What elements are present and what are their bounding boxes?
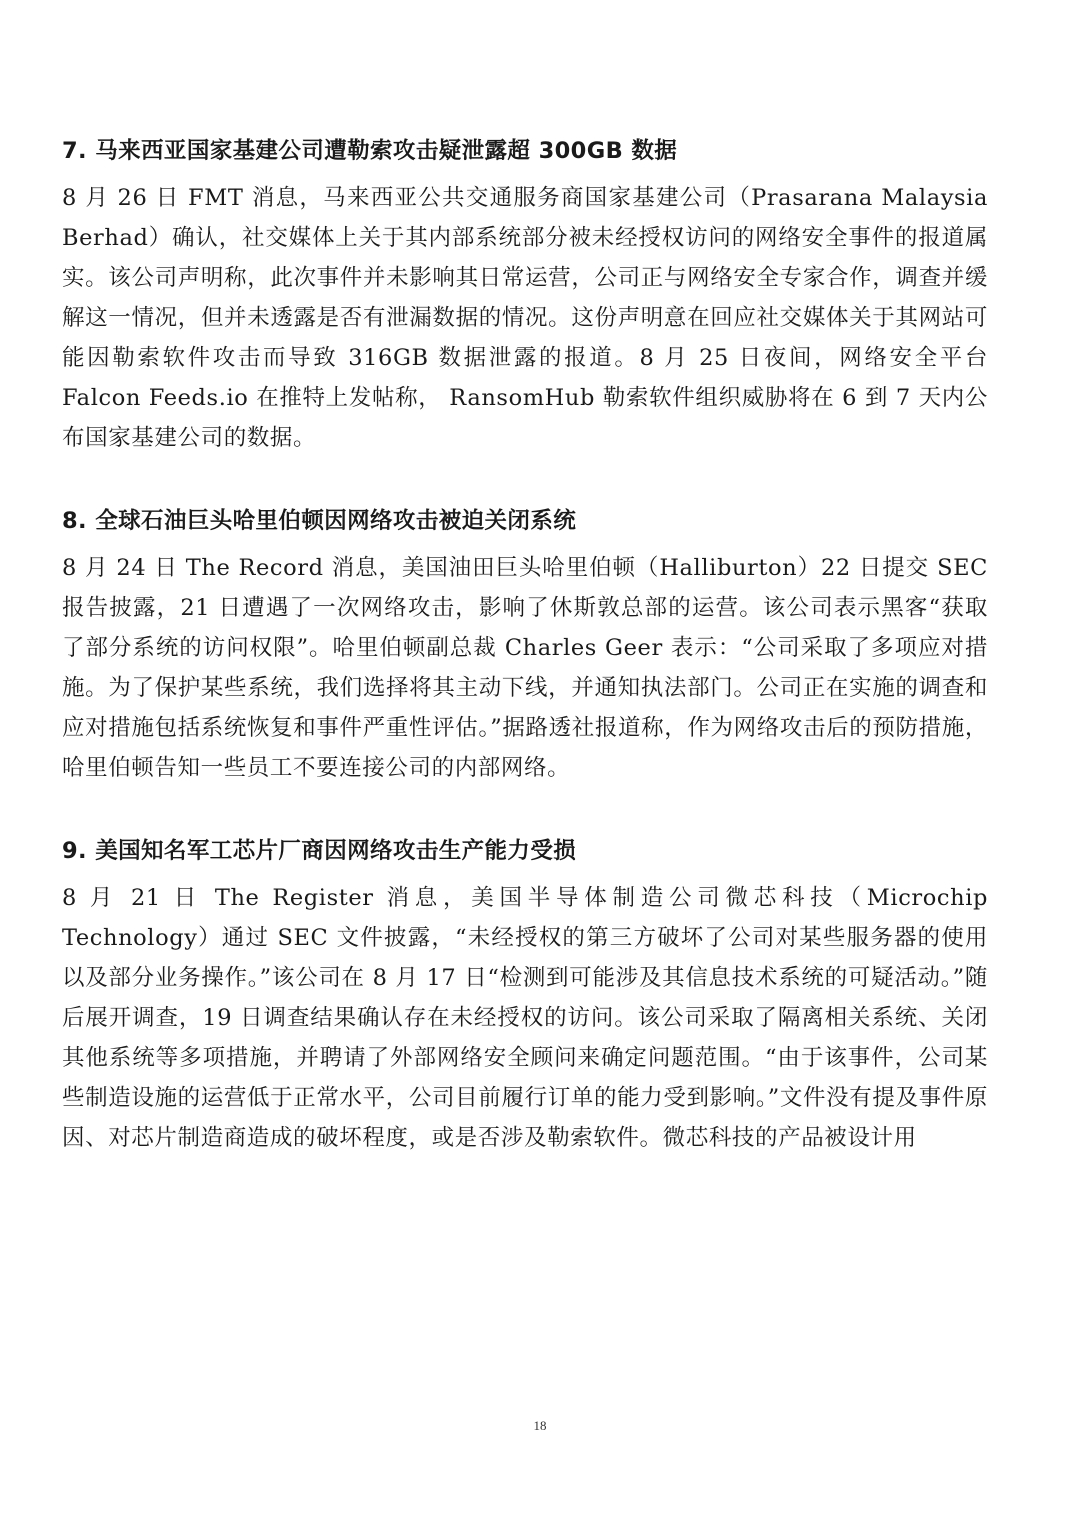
page-number: 18 xyxy=(533,1418,547,1433)
news-item-7 xyxy=(62,128,988,458)
news-item-9 xyxy=(62,828,988,1158)
news-item-body: 8 月 21 日 The Register 消息，美国半导体制造公司微芯科技（Microchip Technology）通过 SEC 文件披露，“未经授权的第三方破坏了公司对某些服务器的使用以及部分业务操作。”该公司在 8 月 17 日“检测到可能涉及其信息技术系统的可疑活动。”随后展开调查，19 日调查结果确认存在未经授权的访问。该公司采取了隔离相关系统、关闭其他系统等多项措施，并聘请了外部网络安全顾问来确定问题范围。“由于该事件，公司某些制造设施的运营低于正常水平，公司目前履行订单的能力受到影响。”文件没有提及事件原因、对芯片制造商造成的破坏程度，或是否涉及勒索软件。微芯科技的产品被设计用 xyxy=(62,885,988,1151)
news-item-body: 8 月 24 日 The Record 消息，美国油田巨头哈里伯顿（Halliburton）22 日提交 SEC 报告披露，21 日遭遇了一次网络攻击，影响了休斯敦总部的运营。该公司表示黑客“获取了部分系统的访问权限”。哈里伯顿副总裁 Charles Geer 表示：“公司采取了多项应对措施。为了保护某些系统，我们选择将其主动下线，并通知执法部门。公司正在实施的调查和应对措施包括系统恢复和事件严重性评估。”据路透社报道称，作为网络攻击后的预防措施，哈里伯顿告知一些员工不要连接公司的内部网络。 xyxy=(62,555,988,781)
news-item-heading: 7. 马来西亚国家基建公司遭勒索攻击疑泄露超 300GB 数据 xyxy=(62,138,678,164)
news-item-heading: 9. 美国知名军工芯片厂商因网络攻击生产能力受损 xyxy=(62,838,577,864)
news-item-8 xyxy=(62,498,988,788)
news-item-heading: 8. 全球石油巨头哈里伯顿因网络攻击被迫关闭系统 xyxy=(62,508,577,534)
document-page xyxy=(62,128,988,1198)
news-item-body: 8 月 26 日 FMT 消息，马来西亚公共交通服务商国家基建公司（Prasarana Malaysia Berhad）确认，社交媒体上关于其内部系统部分被未经授权访问的网络安全事件的报道属实。该公司声明称，此次事件并未影响其日常运营，公司正与网络安全专家合作，调查并缓解这一情况，但并未透露是否有泄漏数据的情况。这份声明意在回应社交媒体关于其网站可能因勒索软件攻击而导致 316GB 数据泄露的报道。8 月 25 日夜间，网络安全平台 Falcon Feeds.io 在推特上发帖称， RansomHub 勒索软件组织威胁将在 6 到 7 天内公布国家基建公司的数据。 xyxy=(62,185,988,451)
